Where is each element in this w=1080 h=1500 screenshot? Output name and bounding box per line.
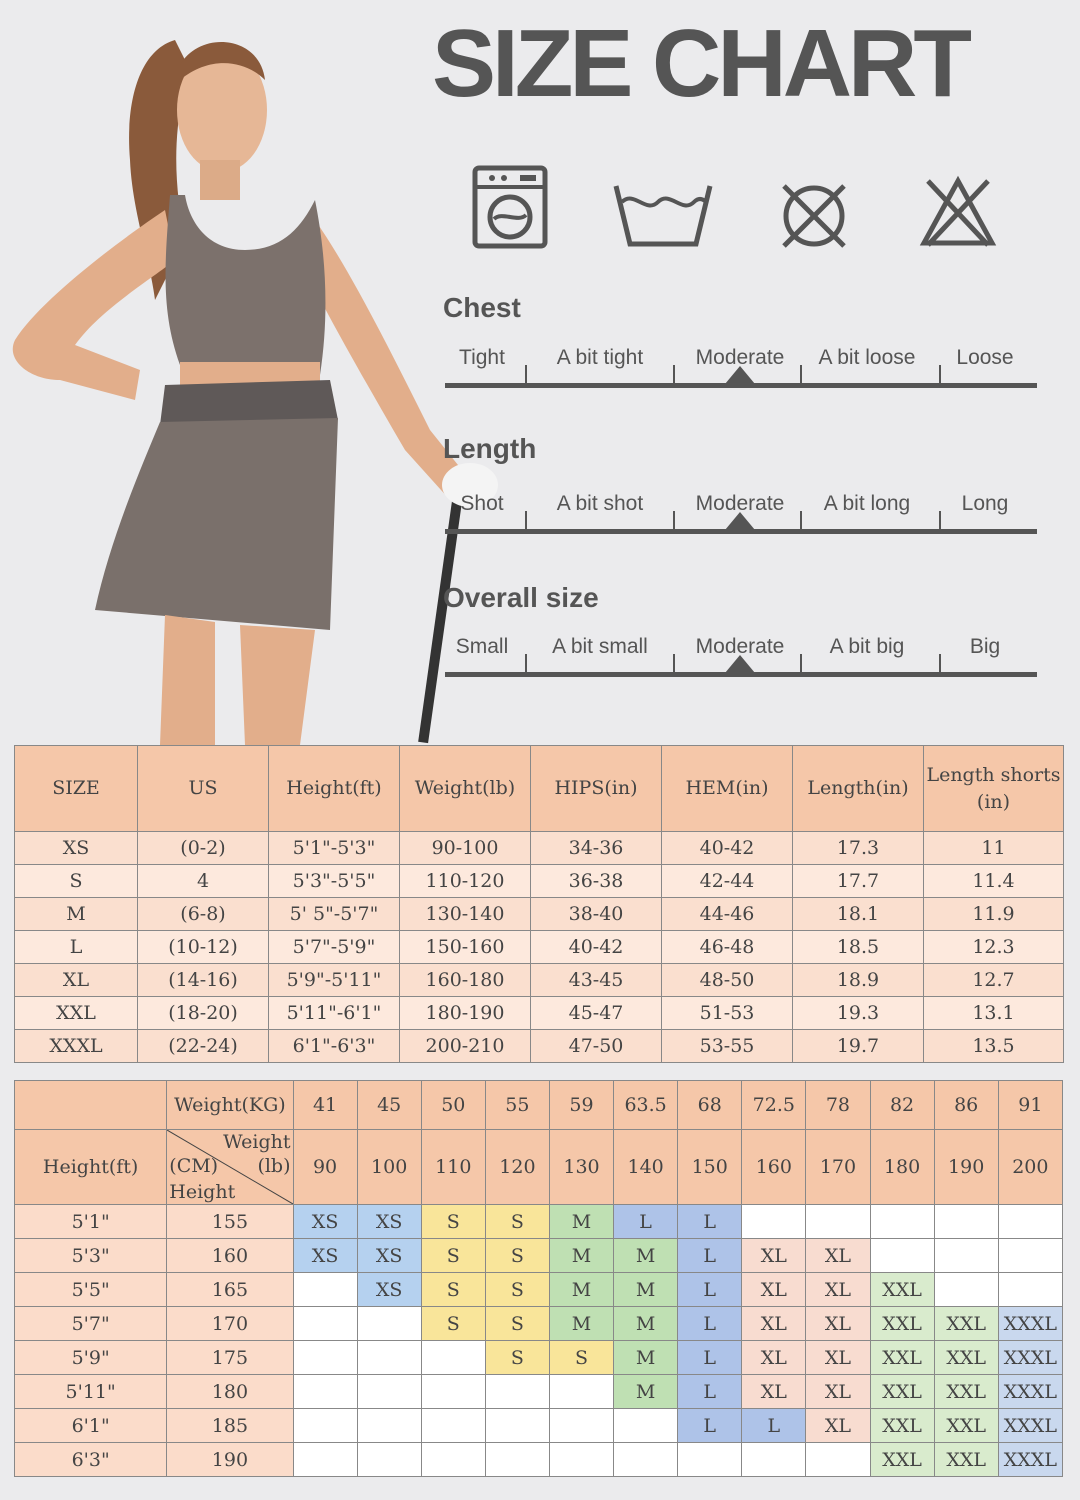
size-table-cell: (14-16) <box>138 964 269 997</box>
matrix-row <box>15 1341 1063 1375</box>
size-table-cell: 11.4 <box>924 865 1064 898</box>
matrix-size-cell: S <box>485 1205 549 1239</box>
size-table-cell: 13.1 <box>924 997 1064 1030</box>
scale-label: A bit big <box>829 635 905 658</box>
size-table-cell: 17.3 <box>793 832 924 865</box>
machine-wash-icon <box>472 165 548 249</box>
matrix-size-cell <box>934 1205 998 1239</box>
scale-label: Moderate <box>695 635 785 658</box>
scale-tick <box>673 365 675 385</box>
weight-lb-cell: 200 <box>998 1130 1062 1205</box>
size-table-header-cell: SIZE <box>15 746 138 832</box>
scale-label: Shot <box>460 492 504 515</box>
height-cm-cell: 180 <box>167 1375 293 1409</box>
matrix-size-cell: L <box>678 1409 742 1443</box>
scale-label: Moderate <box>695 346 785 369</box>
size-table-cell: 180-190 <box>400 997 531 1030</box>
matrix-size-cell: XXL <box>934 1443 998 1477</box>
matrix-size-cell: XL <box>742 1239 806 1273</box>
size-table-cell: 40-42 <box>662 832 793 865</box>
matrix-size-cell <box>293 1443 357 1477</box>
matrix-size-cell: XS <box>357 1273 421 1307</box>
matrix-size-cell <box>485 1409 549 1443</box>
scale-tick <box>800 654 802 674</box>
matrix-size-cell: S <box>549 1341 613 1375</box>
matrix-size-cell <box>421 1443 485 1477</box>
diag-height: Height <box>169 1181 236 1203</box>
matrix-size-cell <box>293 1341 357 1375</box>
height-ft-cell: 5'7" <box>15 1307 167 1341</box>
weight-kg-cell: 59 <box>549 1081 613 1130</box>
matrix-size-cell: XXL <box>934 1307 998 1341</box>
matrix-size-cell: XL <box>806 1341 870 1375</box>
matrix-size-cell <box>870 1239 934 1273</box>
size-table-cell: 19.3 <box>793 997 924 1030</box>
scale-label: A bit shot <box>556 492 644 515</box>
matrix-size-cell: L <box>678 1375 742 1409</box>
size-table-cell: 90-100 <box>400 832 531 865</box>
matrix-size-cell <box>549 1375 613 1409</box>
matrix-size-cell: M <box>614 1375 678 1409</box>
diag-weight: Weight <box>223 1131 291 1153</box>
size-table-cell: (0-2) <box>138 832 269 865</box>
scale-tick <box>673 511 675 531</box>
matrix-size-cell: XXL <box>870 1273 934 1307</box>
weight-kg-cell: 86 <box>934 1081 998 1130</box>
matrix-size-cell <box>806 1443 870 1477</box>
matrix-size-cell: XXL <box>934 1375 998 1409</box>
size-table-row <box>15 832 1064 865</box>
size-table <box>14 745 1064 1063</box>
size-table-cell: 34-36 <box>531 832 662 865</box>
weight-kg-label: Weight(KG) <box>167 1081 293 1130</box>
weight-kg-cell: 45 <box>357 1081 421 1130</box>
matrix-size-cell <box>421 1341 485 1375</box>
matrix-size-cell: M <box>614 1341 678 1375</box>
length-scale-title: Length <box>443 433 537 464</box>
matrix-size-cell: S <box>421 1239 485 1273</box>
matrix-size-cell: S <box>421 1273 485 1307</box>
size-table-cell: 11.9 <box>924 898 1064 931</box>
overall-size-scale <box>445 634 1037 694</box>
scale-tick <box>800 511 802 531</box>
size-table-row <box>15 997 1064 1030</box>
weight-kg-cell: 41 <box>293 1081 357 1130</box>
scale-tick <box>525 511 527 531</box>
matrix-size-cell: L <box>678 1273 742 1307</box>
matrix-size-cell <box>357 1307 421 1341</box>
matrix-size-cell: XXXL <box>998 1341 1062 1375</box>
weight-lb-cell: 150 <box>678 1130 742 1205</box>
matrix-size-cell <box>421 1375 485 1409</box>
size-table-cell: 5'3"-5'5" <box>269 865 400 898</box>
chest-scale <box>445 345 1037 405</box>
matrix-size-cell <box>870 1205 934 1239</box>
matrix-size-cell: XXXL <box>998 1409 1062 1443</box>
height-ft-cell: 5'3" <box>15 1239 167 1273</box>
size-table-header-cell: Weight(lb) <box>400 746 531 832</box>
matrix-size-cell <box>293 1409 357 1443</box>
weight-lb-cell: 140 <box>614 1130 678 1205</box>
height-ft-cell: 6'1" <box>15 1409 167 1443</box>
matrix-size-cell: XXL <box>870 1375 934 1409</box>
height-cm-cell: 185 <box>167 1409 293 1443</box>
size-table-cell: 4 <box>138 865 269 898</box>
matrix-size-cell: M <box>614 1239 678 1273</box>
matrix-size-cell: XL <box>742 1341 806 1375</box>
size-table-cell: XL <box>15 964 138 997</box>
diag-lb: (lb) <box>257 1155 291 1177</box>
size-table-cell: 110-120 <box>400 865 531 898</box>
size-table-header-cell: US <box>138 746 269 832</box>
matrix-size-cell: S <box>485 1273 549 1307</box>
matrix-size-cell <box>614 1409 678 1443</box>
matrix-corner <box>15 1081 167 1130</box>
size-table-header <box>15 746 1064 832</box>
size-table-cell: 18.5 <box>793 931 924 964</box>
height-ft-cell: 5'11" <box>15 1375 167 1409</box>
matrix-size-cell: XL <box>806 1239 870 1273</box>
matrix-size-cell: L <box>678 1341 742 1375</box>
matrix-size-cell <box>678 1443 742 1477</box>
matrix-size-cell: XXXL <box>998 1375 1062 1409</box>
size-table-cell: 5'9"-5'11" <box>269 964 400 997</box>
matrix-size-cell <box>806 1205 870 1239</box>
size-table-cell: XS <box>15 832 138 865</box>
matrix-size-cell <box>293 1375 357 1409</box>
matrix-size-cell <box>998 1239 1062 1273</box>
matrix-size-cell: XXXL <box>998 1443 1062 1477</box>
size-table-cell: 46-48 <box>662 931 793 964</box>
hand-wash-icon <box>612 180 714 250</box>
scale-label: Tight <box>459 346 505 369</box>
length-scale <box>445 491 1037 551</box>
size-table-cell: 160-180 <box>400 964 531 997</box>
size-table-cell: 12.3 <box>924 931 1064 964</box>
size-table-cell: 48-50 <box>662 964 793 997</box>
size-table-cell: 130-140 <box>400 898 531 931</box>
size-table-cell: 13.5 <box>924 1030 1064 1063</box>
matrix-size-cell: XS <box>357 1239 421 1273</box>
scale-tick <box>525 365 527 385</box>
weight-kg-cell: 50 <box>421 1081 485 1130</box>
matrix-size-cell: S <box>485 1307 549 1341</box>
size-table-cell: 43-45 <box>531 964 662 997</box>
scale-label: A bit small <box>552 635 648 658</box>
matrix-size-cell: L <box>678 1307 742 1341</box>
size-table-cell: 11 <box>924 832 1064 865</box>
size-table-cell: 19.7 <box>793 1030 924 1063</box>
matrix-size-cell: XXXL <box>998 1307 1062 1341</box>
weight-lb-cell: 110 <box>421 1130 485 1205</box>
matrix-size-cell <box>934 1239 998 1273</box>
scale-label: Small <box>455 635 509 658</box>
scale-selected-marker <box>725 512 755 530</box>
matrix-size-cell: XXL <box>934 1409 998 1443</box>
weight-kg-cell: 78 <box>806 1081 870 1130</box>
weight-kg-cell: 82 <box>870 1081 934 1130</box>
height-ft-label: Height(ft) <box>15 1130 167 1205</box>
size-table-cell: 36-38 <box>531 865 662 898</box>
matrix-size-cell <box>357 1341 421 1375</box>
size-table-cell: S <box>15 865 138 898</box>
weight-lb-cell: 170 <box>806 1130 870 1205</box>
height-ft-cell: 5'5" <box>15 1273 167 1307</box>
matrix-size-cell <box>549 1443 613 1477</box>
height-ft-cell: 6'3" <box>15 1443 167 1477</box>
matrix-row <box>15 1307 1063 1341</box>
size-table-header-cell: Length(in) <box>793 746 924 832</box>
scale-tick <box>800 365 802 385</box>
height-cm-cell: 175 <box>167 1341 293 1375</box>
size-table-row <box>15 865 1064 898</box>
weight-lb-cell: 130 <box>549 1130 613 1205</box>
height-ft-cell: 5'1" <box>15 1205 167 1239</box>
matrix-size-cell: M <box>614 1307 678 1341</box>
matrix-size-cell <box>357 1409 421 1443</box>
matrix-row <box>15 1239 1063 1273</box>
size-table-cell: (6-8) <box>138 898 269 931</box>
weight-kg-cell: 72.5 <box>742 1081 806 1130</box>
scale-label: Big <box>969 635 1001 658</box>
matrix-row <box>15 1409 1063 1443</box>
size-table-header-cell: HEM(in) <box>662 746 793 832</box>
size-table-cell: 18.9 <box>793 964 924 997</box>
size-table-cell: 5'1"-5'3" <box>269 832 400 865</box>
scale-tick <box>939 511 941 531</box>
size-table-cell: (18-20) <box>138 997 269 1030</box>
height-cm-cell: 160 <box>167 1239 293 1273</box>
matrix-size-cell: L <box>678 1239 742 1273</box>
matrix-size-cell: XS <box>293 1239 357 1273</box>
weight-lb-cell: 190 <box>934 1130 998 1205</box>
matrix-size-cell <box>485 1443 549 1477</box>
matrix-size-cell: XXL <box>870 1443 934 1477</box>
matrix-size-cell: XL <box>742 1375 806 1409</box>
weight-lb-cell: 160 <box>742 1130 806 1205</box>
matrix-size-cell <box>742 1443 806 1477</box>
matrix-size-cell <box>485 1375 549 1409</box>
weight-lb-cell: 180 <box>870 1130 934 1205</box>
matrix-size-cell <box>998 1205 1062 1239</box>
scale-label: Loose <box>956 346 1014 369</box>
weight-lb-cell: 100 <box>357 1130 421 1205</box>
height-cm-cell: 190 <box>167 1443 293 1477</box>
size-table-cell: 51-53 <box>662 997 793 1030</box>
matrix-size-cell: XL <box>806 1409 870 1443</box>
scale-selected-marker <box>725 655 755 673</box>
matrix-size-cell: M <box>549 1239 613 1273</box>
size-table-cell: M <box>15 898 138 931</box>
size-table-header-cell: Length shorts (in) <box>924 746 1064 832</box>
matrix-row <box>15 1205 1063 1239</box>
matrix-size-cell <box>549 1409 613 1443</box>
size-table-cell: 150-160 <box>400 931 531 964</box>
size-table-header-cell: HIPS(in) <box>531 746 662 832</box>
size-table-cell: 12.7 <box>924 964 1064 997</box>
model-left-arm <box>13 210 175 400</box>
matrix-size-cell: M <box>549 1205 613 1239</box>
matrix-size-cell <box>742 1205 806 1239</box>
matrix-size-cell: L <box>614 1205 678 1239</box>
matrix-size-cell: XL <box>806 1375 870 1409</box>
size-table-cell: 45-47 <box>531 997 662 1030</box>
diag-cm: (CM) <box>169 1155 219 1177</box>
size-table-cell: 6'1"-6'3" <box>269 1030 400 1063</box>
size-table-cell: 38-40 <box>531 898 662 931</box>
matrix-size-cell: XXL <box>934 1341 998 1375</box>
height-cm-cell: 165 <box>167 1273 293 1307</box>
scale-tick <box>673 654 675 674</box>
matrix-size-cell <box>293 1273 357 1307</box>
matrix-size-cell: S <box>421 1205 485 1239</box>
matrix-row <box>15 1273 1063 1307</box>
size-table-cell: XXXL <box>15 1030 138 1063</box>
overall-size-scale-title: Overall size <box>443 582 599 613</box>
matrix-size-cell: L <box>742 1409 806 1443</box>
height-ft-cell: 5'9" <box>15 1341 167 1375</box>
matrix-size-cell <box>357 1375 421 1409</box>
weight-lb-cell: 90 <box>293 1130 357 1205</box>
page-title: SIZE CHART <box>432 10 968 117</box>
scale-label: Long <box>961 492 1009 515</box>
scale-label: A bit long <box>823 492 911 515</box>
scale-tick <box>939 365 941 385</box>
matrix-size-cell <box>357 1443 421 1477</box>
size-table-cell: XXL <box>15 997 138 1030</box>
matrix-row <box>15 1443 1063 1477</box>
matrix-size-cell <box>421 1409 485 1443</box>
matrix-size-cell <box>614 1443 678 1477</box>
matrix-size-cell: XXL <box>870 1409 934 1443</box>
matrix-size-cell: XXL <box>870 1341 934 1375</box>
matrix-size-cell: M <box>549 1273 613 1307</box>
weight-lb-cell: 120 <box>485 1130 549 1205</box>
weight-kg-cell: 63.5 <box>614 1081 678 1130</box>
matrix-size-cell: XS <box>293 1205 357 1239</box>
size-table-header-cell: Height(ft) <box>269 746 400 832</box>
size-table-cell: 200-210 <box>400 1030 531 1063</box>
model-legs <box>160 615 315 745</box>
matrix-size-cell <box>998 1273 1062 1307</box>
size-table-cell: (10-12) <box>138 931 269 964</box>
matrix-row <box>15 1375 1063 1409</box>
size-table-cell: 5'7"-5'9" <box>269 931 400 964</box>
scale-tick <box>939 654 941 674</box>
matrix-size-cell: XS <box>357 1205 421 1239</box>
matrix-size-cell: S <box>421 1307 485 1341</box>
matrix-size-cell: S <box>485 1239 549 1273</box>
do-not-tumble-dry-icon <box>778 180 850 252</box>
size-table-cell: 18.1 <box>793 898 924 931</box>
size-matrix-table <box>14 1080 1063 1477</box>
diagonal-header <box>167 1130 293 1205</box>
scale-selected-marker <box>725 366 755 384</box>
matrix-size-cell: XL <box>806 1307 870 1341</box>
size-table-cell: 40-42 <box>531 931 662 964</box>
matrix-size-cell: M <box>614 1273 678 1307</box>
scale-label: A bit loose <box>818 346 916 369</box>
matrix-size-cell: XL <box>806 1273 870 1307</box>
weight-kg-cell: 91 <box>998 1081 1062 1130</box>
size-table-row <box>15 964 1064 997</box>
size-table-cell: L <box>15 931 138 964</box>
matrix-size-cell: XXL <box>870 1307 934 1341</box>
size-table-cell: 17.7 <box>793 865 924 898</box>
matrix-size-cell: M <box>549 1307 613 1341</box>
matrix-size-cell <box>934 1273 998 1307</box>
weight-kg-cell: 55 <box>485 1081 549 1130</box>
scale-tick <box>525 654 527 674</box>
size-table-row <box>15 898 1064 931</box>
size-table-row <box>15 931 1064 964</box>
size-table-cell: 5'11"-6'1" <box>269 997 400 1030</box>
size-table-cell: 53-55 <box>662 1030 793 1063</box>
model-skort <box>95 418 338 630</box>
matrix-size-cell: S <box>485 1341 549 1375</box>
size-table-cell: 47-50 <box>531 1030 662 1063</box>
size-table-cell: 44-46 <box>662 898 793 931</box>
chest-scale-title: Chest <box>443 292 521 323</box>
scale-label: A bit tight <box>556 346 644 369</box>
size-table-row <box>15 1030 1064 1063</box>
matrix-size-cell: XL <box>742 1307 806 1341</box>
matrix-size-cell <box>293 1307 357 1341</box>
matrix-size-cell: L <box>678 1205 742 1239</box>
height-cm-cell: 155 <box>167 1205 293 1239</box>
matrix-size-cell: XL <box>742 1273 806 1307</box>
size-table-cell: (22-24) <box>138 1030 269 1063</box>
scale-label: Moderate <box>695 492 785 515</box>
size-table-cell: 42-44 <box>662 865 793 898</box>
do-not-bleach-icon <box>918 175 998 249</box>
weight-kg-cell: 68 <box>678 1081 742 1130</box>
size-table-cell: 5' 5"-5'7" <box>269 898 400 931</box>
model-crop-top <box>166 195 326 375</box>
height-cm-cell: 170 <box>167 1307 293 1341</box>
